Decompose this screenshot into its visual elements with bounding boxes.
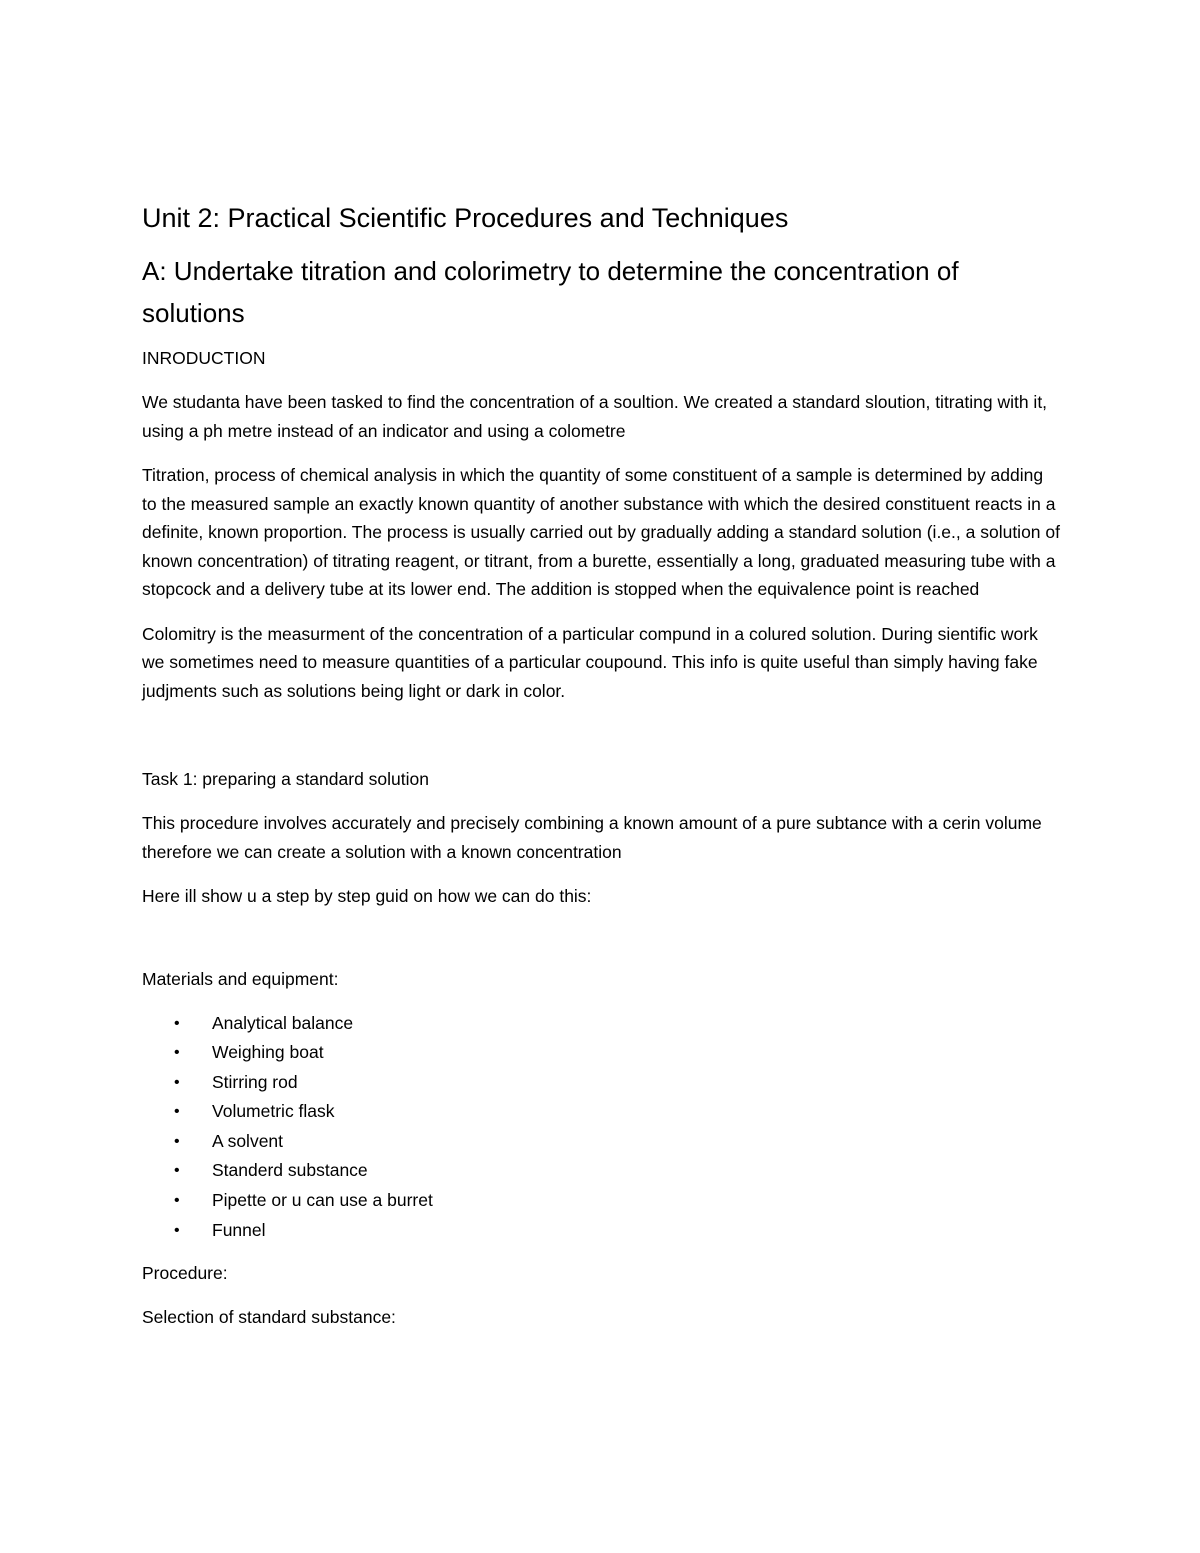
- section-heading: A: Undertake titration and colorimetry to determine the concentration of solutions: [142, 256, 959, 328]
- task1-description: This procedure involves accurately and precisely combining a known amount of a pure subtance with a cerin volume therefore we can create a solution with a known concentration: [142, 813, 1042, 862]
- task1-intro-steps: Here ill show u a step by step guid on how we can do this:: [142, 886, 592, 906]
- bullet-icon: •: [174, 1132, 180, 1150]
- material-label: Analytical balance: [212, 1012, 354, 1033]
- procedure-label: Procedure:: [142, 1263, 228, 1284]
- materials-list: [142, 1009, 1062, 1246]
- colorimetry-paragraph: Colomitry is the measurment of the concentration of a particular compund in a colured solution. During sientific work we sometimes need to measure quantities of a particular coupound. This info is quite useful than simply having fake judjments such as solutions being light or dark in color.: [142, 623, 1038, 701]
- task1-label: Task 1: preparing a standard solution: [142, 769, 429, 789]
- spacer: [142, 927, 1062, 965]
- bullet-icon: •: [174, 1044, 180, 1062]
- selection-label: Selection of standard substance:: [142, 1307, 396, 1328]
- material-label: Funnel: [212, 1219, 266, 1240]
- list-item: [142, 1186, 1062, 1216]
- materials-label: Materials and equipment:: [142, 968, 339, 989]
- material-label: A solvent: [212, 1130, 284, 1151]
- bullet-icon: •: [174, 1073, 180, 1091]
- document-title: Unit 2: Practical Scientific Procedures and Techniques: [142, 203, 789, 233]
- intro-paragraph: We studanta have been tasked to find the concentration of a soultion. We created a standard sloution, titrating with it, using a ph metre instead of an indicator and using a colometre: [142, 392, 1048, 441]
- list-item: [142, 1038, 1062, 1068]
- list-item: [142, 1009, 1062, 1039]
- list-item: [142, 1156, 1062, 1186]
- bullet-icon: •: [174, 1192, 180, 1210]
- titration-paragraph: Titration, process of chemical analysis in which the quantity of some constituent of a sample is determined by adding to the measured sample an exactly known quantity of another substance with which the desired constituent reacts in a definite, known proportion. The process is usually carried out by gradually adding a standard solution (i.e., a solution of known concentration) of titrating reagent, or titrant, from a burette, essentially a long, graduated measuring tube with a stopcock and a delivery tube at its lower end. The addition is stopped when the equivalence point is reached: [142, 465, 1060, 599]
- list-item: [142, 1127, 1062, 1157]
- list-item: [142, 1216, 1062, 1246]
- list-item: [142, 1097, 1062, 1127]
- bullet-icon: •: [174, 1162, 180, 1180]
- material-label: Volumetric flask: [212, 1101, 335, 1122]
- material-label: Weighing boat: [212, 1042, 324, 1063]
- material-label: Pipette or u can use a burret: [212, 1190, 433, 1211]
- bullet-icon: •: [174, 1221, 180, 1239]
- material-label: Stirring rod: [212, 1071, 298, 1092]
- spacer: [142, 721, 1062, 765]
- introduction-label: INRODUCTION: [142, 348, 266, 368]
- document-body: [142, 200, 1062, 1347]
- list-item: [142, 1068, 1062, 1098]
- bullet-icon: •: [174, 1103, 180, 1121]
- material-label: Standerd substance: [212, 1160, 368, 1181]
- bullet-icon: •: [174, 1014, 180, 1032]
